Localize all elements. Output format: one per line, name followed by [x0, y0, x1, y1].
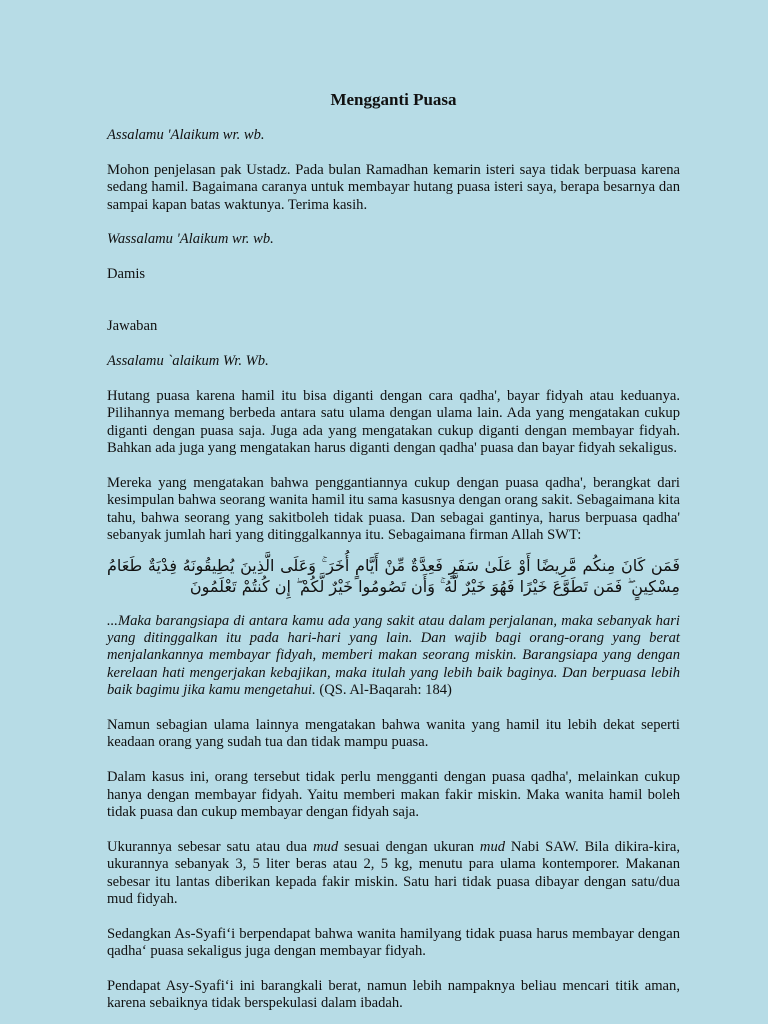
sender-name: Damis	[107, 266, 146, 283]
answer-paragraph-6: Sedangkan As-Syafi‘i berpendapat bahwa wanita hamilyang tidak puasa harus membayar dengan qadha‘ puasa sekaligus juga dengan membayar fidyah.	[107, 925, 680, 960]
document-body	[107, 90, 680, 1024]
arabic-verse: فَمَن كَانَ مِنكُم مَّرِيضًا أَوْ عَلَىٰ سَفَرٍ فَعِدَّةٌ مِّنْ أَيَّامٍ أُخَرَ ۚ وَعَلَى الَّذِينَ يُطِيقُونَهُ فِدْيَةٌ طَعَامُ مِسْكِينٍ ۖ فَمَن تَطَوَّعَ خَيْرًا فَهُوَ خَيْرٌ لَّهُ ۚ وَأَن تَصُومُوا خَيْرٌ لَّكُمْ ۖ إِن كُنتُمْ تَعْلَمُونَ	[107, 555, 680, 596]
p5-text-a: Ukurannya sebesar satu atau dua	[107, 838, 313, 855]
p5-mud-term: mud	[312, 838, 339, 855]
greeting: Assalamu 'Alaikum wr. wb.	[107, 127, 265, 143]
answer-paragraph-7: Pendapat Asy-Syafi‘i ini barangkali berat, namun lebih nampaknya beliau mencari titik aman, karena sebaiknya tidak berspekulasi dalam ibadah.	[107, 978, 680, 1012]
verse-citation: (QS. Al-Baqarah: 184)	[315, 682, 452, 699]
verse-translation-paragraph	[107, 613, 680, 700]
answer-paragraph-1: Hutang puasa karena hamil itu bisa diganti dengan cara qadha', bayar fidyah atau keduanya. Pilihannya memang berbeda antara satu ulama dengan ulama lain. Ada yang mengatakan cukup diganti dengan puasa saja. Juga ada yang mengatakan cukup diganti dengan membayar fidyah. Bahkan ada juga yang mengatakan harus diganti dengan qadha' puasa dan bayar fidyah sekaligus.	[107, 387, 680, 457]
question-paragraph: Mohon penjelasan pak Ustadz. Pada bulan Ramadhan kemarin isteri saya tidak berpuasa karena sedang hamil. Bagaimana caranya untuk membayar hutang puasa isteri saya, berapa besarnya dan sampai kapan batas waktunya. Terima kasih.	[107, 161, 680, 213]
p5-text-b: sesuai dengan ukuran	[338, 838, 480, 855]
answer-paragraph-3: Namun sebagian ulama lainnya mengatakan bahwa wanita yang hamil itu lebih dekat seperti keadaan orang yang sudah tua dan tidak mampu puasa.	[107, 717, 680, 751]
answer-greeting: Assalamu `alaikum Wr. Wb.	[107, 353, 269, 370]
p5-text-c: Nabi SAW. Bila dikira-kira, ukurannya sebanyak 3, 5 liter beras atau 2, 5 kg, menutu para ulama kontemporer. Makanan sebesar itu lantas diberikan kepada fakir miskin. Satu hari tidak puasa dibayar dengan satu/dua mud fidyah.	[107, 838, 680, 908]
p5-mud-term: mud	[479, 838, 506, 855]
page-title: Mengganti Puasa	[330, 90, 457, 109]
answer-paragraph-5	[107, 839, 680, 909]
answer-heading: Jawaban	[107, 318, 158, 335]
verse-translation: ...Maka barangsiapa di antara kamu ada yang sakit atau dalam perjalanan, maka sebanyak hari yang ditinggalkan itu pada hari-hari yang lain. Dan wajib bagi orang-orang yang berat menjalankannya membayar fidyah, memberi makan seorang miskin. Barangsiapa yang dengan kerelaan hati mengerjakan kebajikan, maka itulah yang lebih baik baginya. Dan berpuasa lebih baik bagimu jika kamu mengetahui.	[107, 612, 680, 699]
answer-paragraph-2: Mereka yang mengatakan bahwa penggantiannya cukup dengan puasa qadha', berangkat dari kesimpulan bahwa seorang wanita hamil itu sama kasusnya dengan orang sakit. Sebagaimana kita tahu, bahwa seorang yang sakitboleh tidak puasa. Dan sebagai gantinya, harus berpuasa qadha' sebanyak jumlah hari yang ditinggalkannya itu. Sebagaimana firman Allah SWT:	[107, 475, 680, 544]
closing-greeting: Wassalamu 'Alaikum wr. wb.	[107, 231, 274, 248]
answer-paragraph-4: Dalam kasus ini, orang tersebut tidak perlu mengganti dengan puasa qadha', melainkan cukup hanya dengan membayar fidyah. Yaitu memberi makan fakir miskin. Maka wanita hamil boleh tidak puasa dan cukup membayar dengan fidyah saja.	[107, 769, 680, 821]
